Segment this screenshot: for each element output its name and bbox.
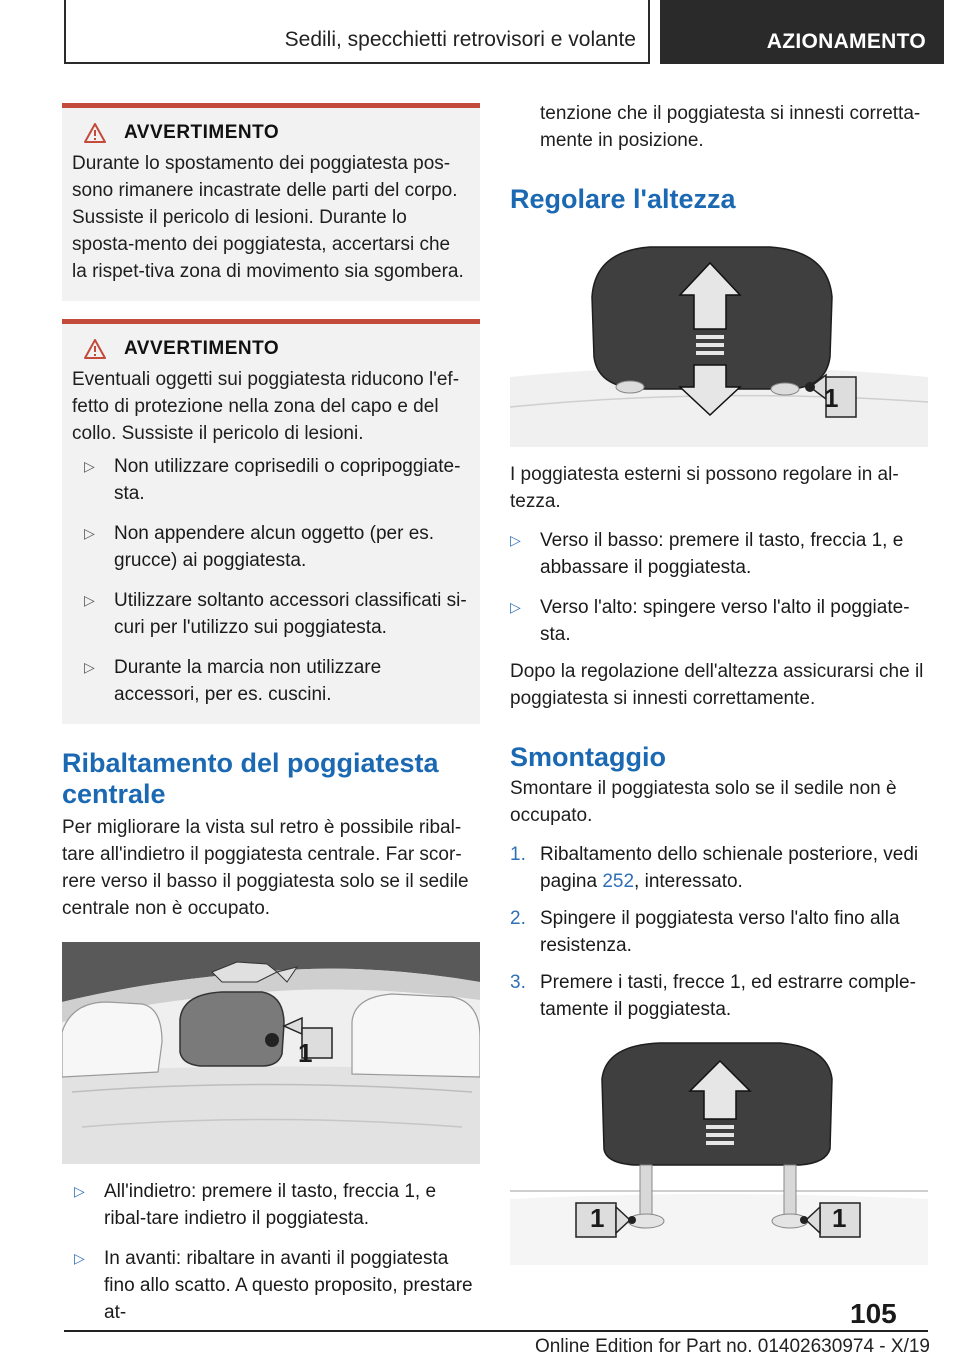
section-heading: Smontaggio [510, 742, 666, 772]
list-item: 3. Premere i tasti, frecce 1, ed estrarre comple-tamente il poggiatesta. [510, 969, 928, 1023]
callout-label-right: 1 [832, 1203, 847, 1233]
step-number: 2. [510, 908, 526, 929]
list-item: ▷ Non appendere alcun oggetto (per es. grucce) ai poggiatesta. [72, 520, 470, 574]
warning-list [72, 453, 470, 708]
section-header [64, 0, 650, 64]
list-item: ▷ In avanti: ribaltare in avanti il poggiatesta fino allo scatto. A questo proposito, prestare at- [62, 1245, 480, 1326]
list-item: ▷ Durante la marcia non utilizzare accessori, per es. cuscini. [72, 654, 470, 708]
warning-triangle-icon [84, 123, 106, 143]
list-item: ▷ All'indietro: premere il tasto, freccia 1, e ribal-tare indietro il poggiatesta. [62, 1178, 480, 1232]
triangle-bullet-icon: ▷ [84, 659, 95, 675]
height-adjust-figure [510, 237, 928, 447]
triangle-bullet-icon: ▷ [84, 592, 95, 608]
triangle-bullet-icon: ▷ [84, 525, 95, 541]
chapter-tab [660, 0, 944, 64]
left-column [62, 103, 480, 1326]
right-column [510, 100, 928, 1265]
center-headrest-list [62, 1178, 480, 1326]
callout-label: 1 [298, 1038, 313, 1068]
footer-divider [64, 1330, 928, 1332]
warning-title: AVVERTIMENTO [72, 338, 470, 360]
warning-text: Durante lo spostamento dei poggiatesta pos-sono rimanere incastrate delle parti del corpo. Sussiste il pericolo di lesioni. Durante lo sposta-mento dei poggiatesta, accertarsi che la rispet-tiva zona di movimento sia sgombera. [72, 153, 464, 282]
section-title: Sedili, specchietti retrovisori e volante [284, 28, 636, 51]
warning-triangle-icon [84, 339, 106, 359]
removal-figure [510, 1039, 928, 1265]
note-text: Dopo la regolazione dell'altezza assicurarsi che il poggiatesta si innesti correttamente. [510, 661, 924, 709]
edition-footer: Online Edition for Part no. 01402630974 - X/19 [534, 1336, 930, 1357]
removal-illustration [510, 1039, 928, 1265]
list-item: ▷ Non utilizzare coprisedili o copripoggiate-sta. [72, 453, 470, 507]
page-link[interactable]: 252 [602, 871, 635, 892]
callout-label-left: 1 [590, 1203, 605, 1233]
warning-box-1 [62, 103, 480, 301]
section-text: Smontare il poggiatesta solo se il sedile non è occupato. [510, 778, 897, 826]
section-heading: Regolare l'altezza [510, 184, 736, 214]
callout-label: 1 [824, 383, 839, 413]
page-number: 105 [850, 1298, 897, 1329]
chapter-title: AZIONAMENTO [766, 30, 926, 53]
height-adjust-illustration [510, 237, 928, 447]
section-heading: Ribaltamento del poggiatesta centrale [62, 748, 439, 809]
list-item: 1. Ribaltamento dello schienale posteriore, vedi pagina 252, interessato. [510, 841, 928, 895]
list-item: ▷ Verso l'alto: spingere verso l'alto il poggiate-sta. [510, 594, 928, 648]
section-text: I poggiatesta esterni si possono regolare in al-tezza. [510, 464, 899, 512]
removal-steps [510, 841, 928, 1023]
triangle-bullet-icon: ▷ [74, 1250, 85, 1266]
triangle-bullet-icon: ▷ [510, 532, 521, 548]
height-adjust-list [510, 527, 928, 648]
triangle-bullet-icon: ▷ [74, 1183, 85, 1199]
warning-text: Eventuali oggetti sui poggiatesta riducono l'ef-fetto di protezione nella zona del capo e del collo. Sussiste il pericolo di lesioni. [72, 369, 460, 444]
triangle-bullet-icon: ▷ [510, 599, 521, 615]
list-item: ▷ Utilizzare soltanto accessori classificati si-curi per l'utilizzo sui poggiatesta. [72, 587, 470, 641]
triangle-bullet-icon: ▷ [84, 458, 95, 474]
step-number: 3. [510, 972, 526, 993]
step-number: 1. [510, 844, 526, 865]
center-headrest-illustration [62, 942, 480, 1164]
list-item: 2. Spingere il poggiatesta verso l'alto fino alla resistenza. [510, 905, 928, 959]
section-text: Per migliorare la vista sul retro è possibile ribal-tare all'indietro il poggiatesta centrale. Far scor-rere verso il basso il poggiatesta solo se il sedile centrale non è occupato. [62, 817, 469, 919]
center-headrest-figure [62, 942, 480, 1164]
warning-title: AVVERTIMENTO [72, 122, 470, 144]
warning-box-2 [62, 319, 480, 724]
list-item: ▷ Verso il basso: premere il tasto, freccia 1, e abbassare il poggiatesta. [510, 527, 928, 581]
continued-text: tenzione che il poggiatesta si innesti corretta-mente in posizione. [540, 103, 921, 151]
